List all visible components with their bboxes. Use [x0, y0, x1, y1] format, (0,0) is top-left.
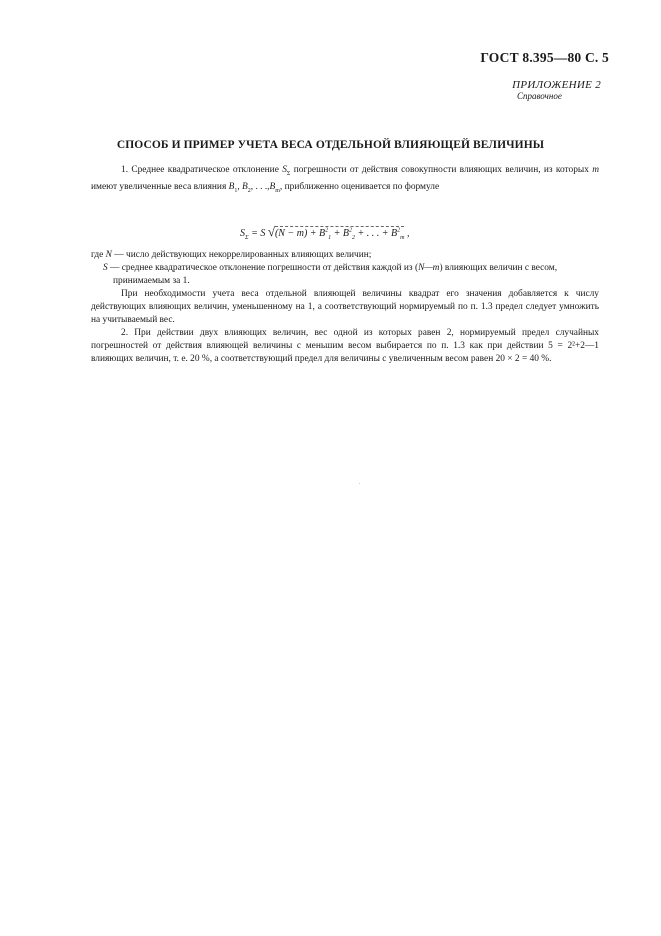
p1-b2: B — [242, 181, 248, 192]
p1-m: m — [592, 165, 599, 175]
definition-prefix: где — [91, 250, 106, 260]
formula-radicand — [275, 226, 404, 239]
definition-n-text: — число действующих некоррелированных влияющих величин; — [111, 250, 372, 260]
formula-term-1-sup: 2 — [325, 227, 329, 234]
formula-term-2: + B — [331, 228, 349, 239]
formula-term-2-sup: 2 — [348, 227, 352, 234]
document-code: ГОСТ 8.395—80 С. 5 — [480, 50, 609, 65]
section-title: СПОСОБ И ПРИМЕР УЧЕТА ВЕСА ОТДЕЛЬНОЙ ВЛИЯЮЩЕЙ ВЕЛИЧИНЫ — [116, 139, 545, 151]
formula-term-3-sup: 2 — [397, 227, 401, 234]
formula-term-1-sub: 1 — [328, 235, 332, 241]
scan-speck — [359, 483, 360, 484]
definition-s-paren: N—m — [418, 263, 440, 273]
p1-b1: B — [228, 181, 235, 192]
definition-s — [91, 262, 599, 288]
paragraph-weight: При необходимости учета веса отдельной влияющей величины квадрат его значения добавляется к числу действующих влияющих величин, уменьшенному на 1, а соответствующий нормируемый по п. 1.3 предел следует умножить на учитываемый вес. — [91, 289, 599, 325]
p1-i1: 1 — [234, 187, 238, 194]
formula-eq: = S — [248, 228, 266, 239]
definition-n-var: N — [105, 250, 112, 260]
p1-dots: , . . ., — [250, 181, 270, 192]
formula-term-3: + . . . + B — [354, 228, 398, 239]
formula-term-3-sub: m — [400, 235, 405, 241]
p1-i2: 2 — [247, 187, 251, 194]
formula-tail: , — [404, 228, 410, 239]
p1-text-3: имеют увеличенные веса влияния — [91, 181, 229, 192]
appendix-label: ПРИЛОЖЕНИЕ 2 — [512, 79, 601, 91]
p1-sigma: Σ — [286, 170, 291, 177]
formula — [240, 224, 409, 241]
formula-lhs-sub: Σ — [245, 235, 249, 241]
definition-s-var: S — [103, 263, 108, 273]
p1-text-1: 1. Среднее квадратическое отклонение — [121, 165, 283, 175]
formula-term-1: (N − m) + B — [274, 228, 326, 239]
body-continued — [91, 249, 599, 366]
p1-text-4: , приближенно оценивается по формуле — [279, 181, 440, 192]
p1-text-2: погрешности от действия совокупности влияющих величин, из которых — [290, 165, 593, 175]
p1-bm: B — [269, 181, 276, 192]
paragraph-example: 2. При действии двух влияющих величин, вес одной из которых равен 2, нормируемый предел случайных погрешностей от действия влияющей величины с меньшим весом выбирается по п. 1.3 как при действии 5 = 2²+2—1 влияющих величин, т. е. 20 %, а соответствующий предел для величины с увеличенным весом равен 20 × 2 = 40 %. — [91, 328, 599, 364]
p1-s: S — [282, 165, 287, 175]
formula-lhs: S — [240, 228, 245, 239]
definition-n — [91, 249, 599, 262]
sqrt-icon: √ — [267, 224, 275, 239]
formula-term-2-sub: 2 — [351, 235, 355, 241]
p1-im: m — [275, 187, 280, 194]
paragraph-1: 1. Среднее квадратическое отклонение $S_\Sigma$ погрешности от действия совокупности влияющих величин, из которых m имеют увеличенные веса влияния $B_1$, $B_2$, . . $.,B_m$, приближенно оценивается по формуле — [91, 165, 599, 194]
reference-type: Справочное — [517, 91, 562, 101]
definition-s-text-1: — среднее квадратическое отклонение погрешности от действия каждой из ( — [107, 263, 419, 273]
definition-s-text-2: ) влияющих величин с весом, принимаемым за 1. — [113, 263, 558, 286]
